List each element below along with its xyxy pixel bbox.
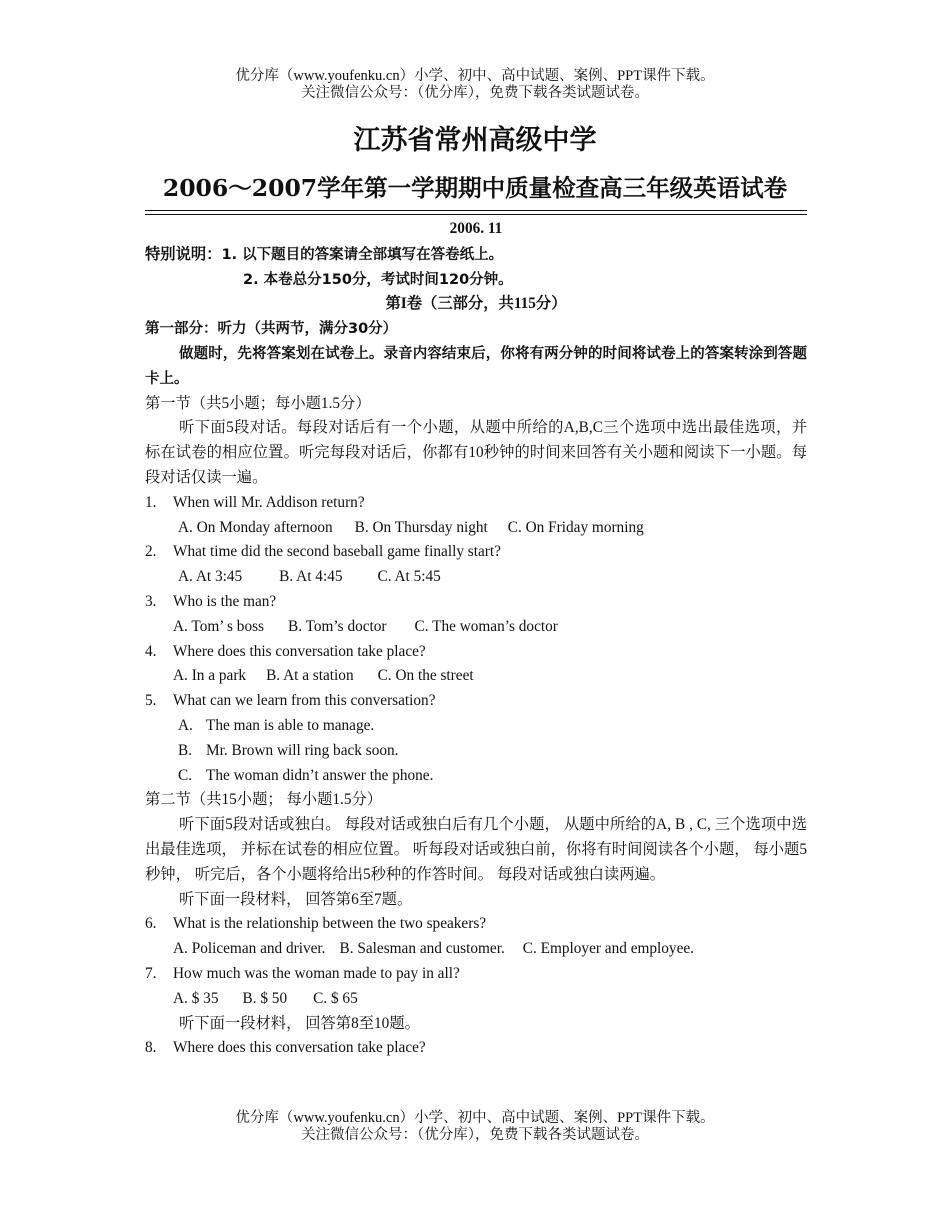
question-2 <box>145 540 807 565</box>
section1-instruction: 听下面5段对话。每段对话后有一个小题，从题中所给的A,B,C三个选项中选出最佳选项，并标在试卷的相应位置。听完每段对话后，你都有10秒钟的时间来回答有关小题和阅读下一小题。每段对话仅读一遍。 <box>145 419 807 486</box>
section2-instruction: 听下面5段对话或独白。 每段对话或独白后有几个小题， 从题中所给的A, B , C, 三个选项中选出最佳选项， 并标在试卷的相应位置。 听每段对话或独白前，你将有时间阅读各个小题， 每小题5秒钟， 听完后，各个小题将给出5秒种的作答时间。 每段对话或独白读两遍。 <box>145 816 807 883</box>
question-number: 7. <box>145 964 157 982</box>
option-a: A. Policeman and driver. <box>173 940 326 958</box>
option-letter: C. <box>178 766 193 784</box>
footer-line-1: 优分库（www.youfenku.cn）小学、初中、高中试题、案例、PPT课件下载。 <box>235 1110 715 1126</box>
question-3 <box>145 590 807 615</box>
part1-title: 第一部分：听力（共两节，满分30分） <box>145 321 398 338</box>
option-text: The man is able to manage. <box>206 716 375 734</box>
question-2-options <box>145 565 807 590</box>
option-letter: B. <box>178 741 193 759</box>
option-c: C. The woman’s doctor <box>414 617 558 635</box>
note-2: 2. 本卷总分150分，考试时间120分钟。 <box>243 271 513 288</box>
question-4 <box>145 640 807 665</box>
part1-instruction: 做题时，先将答案划在试卷上。录音内容结束后，你将有两分钟的时间将试卷上的答案转涂到答题卡上。 <box>145 345 807 387</box>
exam-date: 2006. 11 <box>449 220 503 237</box>
option-c: C. On the street <box>377 667 474 685</box>
notes-label: 特别说明： <box>145 244 222 263</box>
question-5-option-c <box>145 764 807 789</box>
question-3-options <box>145 615 807 640</box>
option-text: Mr. Brown will ring back soon. <box>206 741 399 759</box>
question-text: What time did the second baseball game finally start? <box>173 543 501 561</box>
note-1: 1. 以下题目的答案请全部填写在答卷纸上。 <box>221 246 504 263</box>
title-rule-bottom <box>145 214 807 215</box>
option-text: The woman didn’t answer the phone. <box>206 766 434 784</box>
question-text: When will Mr. Addison return? <box>173 493 365 511</box>
volume-heading: 第I卷（三部分，共115分） <box>385 295 567 313</box>
question-text: Where does this conversation take place? <box>173 1039 426 1057</box>
option-b: B. On Thursday night <box>354 518 488 536</box>
question-7-options <box>145 987 807 1012</box>
question-number: 4. <box>145 642 157 660</box>
question-8 <box>145 1036 807 1061</box>
exam-title: 2006～2007学年第一学期期中质量检查高三年级英语试卷 <box>162 174 788 202</box>
question-text: Where does this conversation take place? <box>173 642 426 660</box>
question-5 <box>145 689 807 714</box>
option-a: A. Tom’ s boss <box>173 617 265 635</box>
question-text: How much was the woman made to pay in all? <box>173 964 460 982</box>
option-a: A. In a park <box>173 667 247 685</box>
question-number: 6. <box>145 915 157 933</box>
option-a: A. On Monday afternoon <box>178 518 333 536</box>
option-c: C. On Friday morning <box>507 518 644 536</box>
footer-line-2: 关注微信公众号：（优分库），免费下载各类试题试卷。 <box>301 1127 649 1143</box>
question-number: 5. <box>145 692 157 710</box>
option-b: B. Salesman and customer. <box>339 940 505 958</box>
question-5-option-a <box>145 714 807 739</box>
section2-group2: 听下面一段材料， 回答第8至10题。 <box>179 1014 420 1032</box>
title-rule-top <box>145 210 807 211</box>
option-b: B. Tom’s doctor <box>288 617 387 635</box>
option-letter: A. <box>178 716 193 734</box>
section2-group1: 听下面一段材料， 回答第6至7题。 <box>179 890 413 908</box>
question-number: 3. <box>145 592 157 610</box>
footer-banner <box>0 1110 950 1144</box>
header-line-2: 关注微信公众号：（优分库），免费下载各类试题试卷。 <box>301 85 649 101</box>
option-c: C. At 5:45 <box>377 568 441 586</box>
section1-title: 第一节（共5小题；每小题1.5分） <box>145 394 371 412</box>
option-c: C. Employer and employee. <box>522 940 694 958</box>
section2-title: 第二节（共15小题； 每小题1.5分） <box>145 791 383 809</box>
school-title: 江苏省常州高级中学 <box>353 125 597 156</box>
question-4-options <box>145 664 807 689</box>
exam-content <box>145 217 807 1061</box>
question-number: 2. <box>145 543 157 561</box>
notes-line-1 <box>145 242 807 268</box>
question-number: 8. <box>145 1039 157 1057</box>
question-text: What can we learn from this conversation? <box>173 692 436 710</box>
notes-line-2 <box>145 268 807 293</box>
option-a: A. $ 35 <box>173 989 219 1007</box>
option-b: B. At a station <box>266 667 354 685</box>
header-banner <box>0 68 950 102</box>
question-text: Who is the man? <box>173 592 277 610</box>
question-7 <box>145 962 807 987</box>
question-6-options <box>145 937 807 962</box>
option-b: B. At 4:45 <box>279 568 343 586</box>
question-1-options <box>145 516 807 541</box>
question-5-option-b <box>145 739 807 764</box>
question-1 <box>145 491 807 516</box>
header-line-1: 优分库（www.youfenku.cn）小学、初中、高中试题、案例、PPT课件下载。 <box>235 68 715 84</box>
option-b: B. $ 50 <box>242 989 288 1007</box>
option-c: C. $ 65 <box>313 989 358 1007</box>
question-6 <box>145 912 807 937</box>
question-number: 1. <box>145 493 157 511</box>
question-text: What is the relationship between the two speakers? <box>173 915 487 933</box>
option-a: A. At 3:45 <box>178 568 243 586</box>
